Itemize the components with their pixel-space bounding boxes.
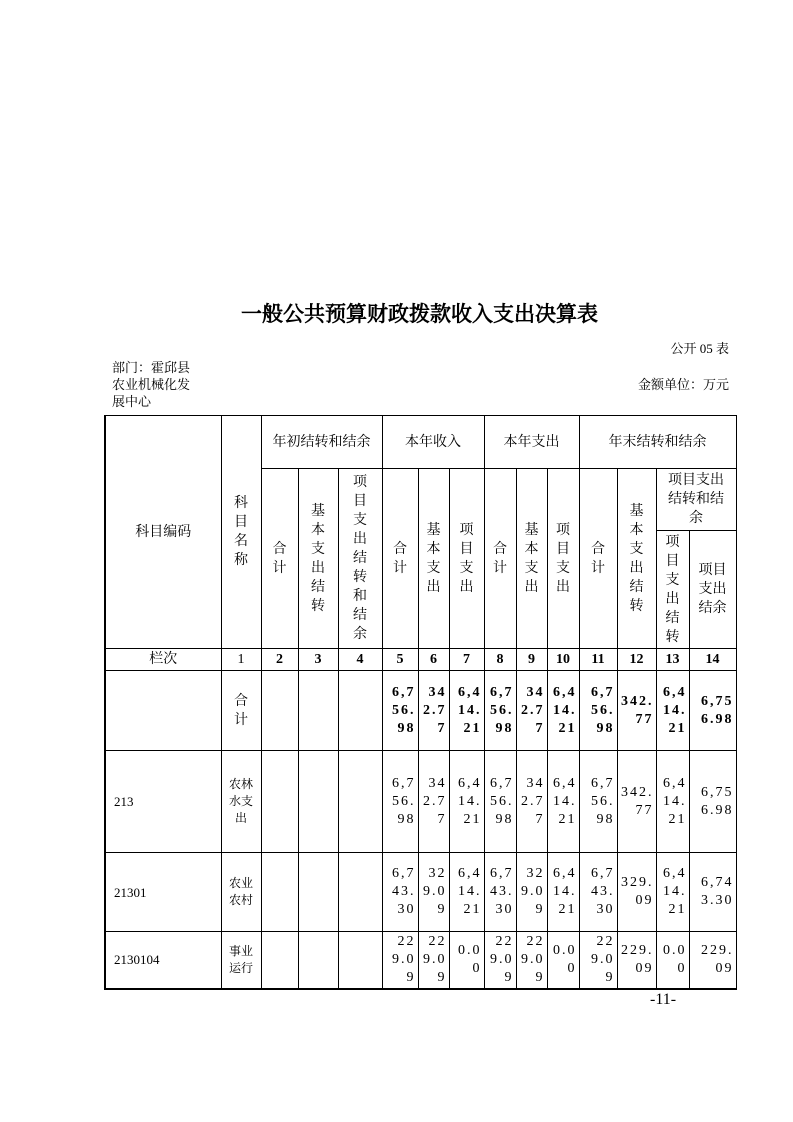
table-row-total: [105, 671, 736, 751]
header-income-basic-label: 基本支出: [426, 522, 441, 595]
header-expense-project-label: 项目支出: [556, 522, 570, 595]
header-subject-code: 科目编码: [105, 416, 221, 649]
header-group-begin-balance: 年初结转和结余: [261, 416, 382, 469]
page-title: 一般公共预算财政拨款收入支出决算表: [241, 302, 598, 326]
expense-total-cell: 6,743.30: [484, 853, 516, 932]
column-index: 1: [221, 649, 261, 671]
expense-basic-cell: 329.09: [516, 853, 547, 932]
begin-total-cell: [261, 853, 298, 932]
header-group-expense: 本年支出: [484, 416, 579, 469]
header-end-total-label: 合计: [591, 541, 605, 576]
subject-name-label: 合计: [234, 693, 248, 728]
column-index: 5: [382, 649, 418, 671]
subject-code: 21301: [105, 853, 221, 932]
header-expense-project: [547, 469, 579, 649]
income-total-cell: 6,756.98: [382, 671, 418, 751]
income-total-cell: 229.09: [382, 932, 418, 989]
end-project-surplus-cell: 6,756.98: [689, 751, 736, 853]
begin-basic-cell: [298, 932, 338, 989]
header-income-total: [382, 469, 418, 649]
header-end-total: [579, 469, 617, 649]
header-income-project: [449, 469, 484, 649]
header-income-basic: [418, 469, 449, 649]
subject-name: [221, 853, 261, 932]
header-begin-project: [338, 469, 382, 649]
subject-code: [105, 671, 221, 751]
income-basic-cell: 229.09: [418, 932, 449, 989]
expense-basic-cell: 342.77: [516, 671, 547, 751]
column-index: 14: [689, 649, 736, 671]
header-end-basic-label: 基本支出结转: [629, 503, 644, 614]
expense-basic-cell: 342.77: [516, 751, 547, 853]
expense-total-cell: 6,756.98: [484, 751, 516, 853]
column-index: 6: [418, 649, 449, 671]
subject-name-label: 农林水支出: [228, 777, 253, 825]
column-index: 12: [617, 649, 656, 671]
income-basic-cell: 329.09: [418, 853, 449, 932]
subject-name: [221, 751, 261, 853]
expense-total-cell: 6,756.98: [484, 671, 516, 751]
income-project-cell: 6,414.21: [449, 751, 484, 853]
column-index: 9: [516, 649, 547, 671]
end-basic-cell: 329.09: [617, 853, 656, 932]
table-row: [105, 932, 736, 989]
header-end-project-carry: [656, 531, 689, 649]
begin-project-cell: [338, 671, 382, 751]
header-end-project-carry-label: 项目支出结转: [665, 534, 680, 645]
department: [112, 359, 191, 410]
header-group-income: 本年收入: [382, 416, 484, 469]
expense-project-cell: 6,414.21: [547, 751, 579, 853]
header-begin-total-label: 合计: [272, 541, 287, 576]
header-end-project-group-label: 项目支出结转和结余: [667, 473, 724, 526]
end-total-cell: 6,756.98: [579, 751, 617, 853]
subject-code: 2130104: [105, 932, 221, 989]
department-name: 霍邱县农业机械化发展中心: [112, 360, 191, 409]
amount-unit: 金额单位：万元: [637, 377, 729, 392]
header-group-end-balance: 年末结转和结余: [579, 416, 736, 469]
header-end-basic: [617, 469, 656, 649]
income-total-cell: 6,743.30: [382, 853, 418, 932]
header-expense-basic-label: 基本支出: [524, 522, 539, 595]
income-project-cell: 0.00: [449, 932, 484, 989]
end-basic-cell: 229.09: [617, 932, 656, 989]
end-project-carry-cell: 6,414.21: [656, 671, 689, 751]
end-total-cell: 6,756.98: [579, 671, 617, 751]
expense-total-cell: 229.09: [484, 932, 516, 989]
column-index: 3: [298, 649, 338, 671]
end-project-carry-cell: 6,414.21: [656, 751, 689, 853]
begin-total-cell: [261, 932, 298, 989]
end-project-surplus-cell: 229.09: [689, 932, 736, 989]
end-project-carry-cell: 6,414.21: [656, 853, 689, 932]
header-expense-basic: [516, 469, 547, 649]
begin-project-cell: [338, 853, 382, 932]
header-expense-total-label: 合计: [493, 541, 507, 576]
table-row: [105, 751, 736, 853]
column-index: 4: [338, 649, 382, 671]
header-subject-name-label: 科目名称: [234, 496, 248, 568]
end-basic-cell: 342.77: [617, 751, 656, 853]
begin-basic-cell: [298, 853, 338, 932]
end-basic-cell: 342.77: [617, 671, 656, 751]
end-project-surplus-cell: 6,756.98: [689, 671, 736, 751]
column-index-row: [105, 649, 736, 671]
end-total-cell: 6,743.30: [579, 853, 617, 932]
end-project-surplus-cell: 6,743.30: [689, 853, 736, 932]
table-row: [105, 853, 736, 932]
column-index: 2: [261, 649, 298, 671]
subject-name-label: 农业农村: [228, 876, 253, 907]
column-index: 10: [547, 649, 579, 671]
subject-name: [221, 671, 261, 751]
header-end-project-surplus-label: 项目支出结余: [698, 563, 727, 616]
income-total-cell: 6,756.98: [382, 751, 418, 853]
department-label: 部门：: [112, 360, 152, 375]
header-begin-basic: [298, 469, 338, 649]
header-row-groups: [105, 416, 736, 469]
begin-total-cell: [261, 751, 298, 853]
subject-name: [221, 932, 261, 989]
end-total-cell: 229.09: [579, 932, 617, 989]
expense-project-cell: 0.00: [547, 932, 579, 989]
begin-project-cell: [338, 932, 382, 989]
income-basic-cell: 342.77: [418, 671, 449, 751]
header-begin-basic-label: 基本支出结转: [311, 503, 325, 614]
income-project-cell: 6,414.21: [449, 671, 484, 751]
income-basic-cell: 342.77: [418, 751, 449, 853]
expense-project-cell: 6,414.21: [547, 671, 579, 751]
page-number: -11-: [650, 991, 677, 1008]
column-index: 13: [656, 649, 689, 671]
begin-project-cell: [338, 751, 382, 853]
header-subject-name: [221, 416, 261, 649]
end-project-carry-cell: 0.00: [656, 932, 689, 989]
header-begin-project-label: 项目支出结转和结余: [353, 475, 367, 642]
header-income-project-label: 项目支出: [459, 522, 474, 595]
header-income-total-label: 合计: [393, 541, 407, 576]
column-index: 7: [449, 649, 484, 671]
header-end-project-group: [656, 469, 736, 531]
header-end-project-surplus: [689, 531, 736, 649]
column-index: 11: [579, 649, 617, 671]
header-expense-total: [484, 469, 516, 649]
budget-table: [104, 415, 737, 990]
expense-basic-cell: 229.09: [516, 932, 547, 989]
column-index: 8: [484, 649, 516, 671]
form-number: 公开 05 表: [670, 341, 729, 356]
begin-basic-cell: [298, 751, 338, 853]
begin-total-cell: [261, 671, 298, 751]
begin-basic-cell: [298, 671, 338, 751]
subject-name-label: 事业运行: [228, 943, 253, 975]
expense-project-cell: 6,414.21: [547, 853, 579, 932]
subject-code: 213: [105, 751, 221, 853]
column-index-label: 栏次: [105, 649, 221, 671]
income-project-cell: 6,414.21: [449, 853, 484, 932]
header-begin-total: [261, 469, 298, 649]
